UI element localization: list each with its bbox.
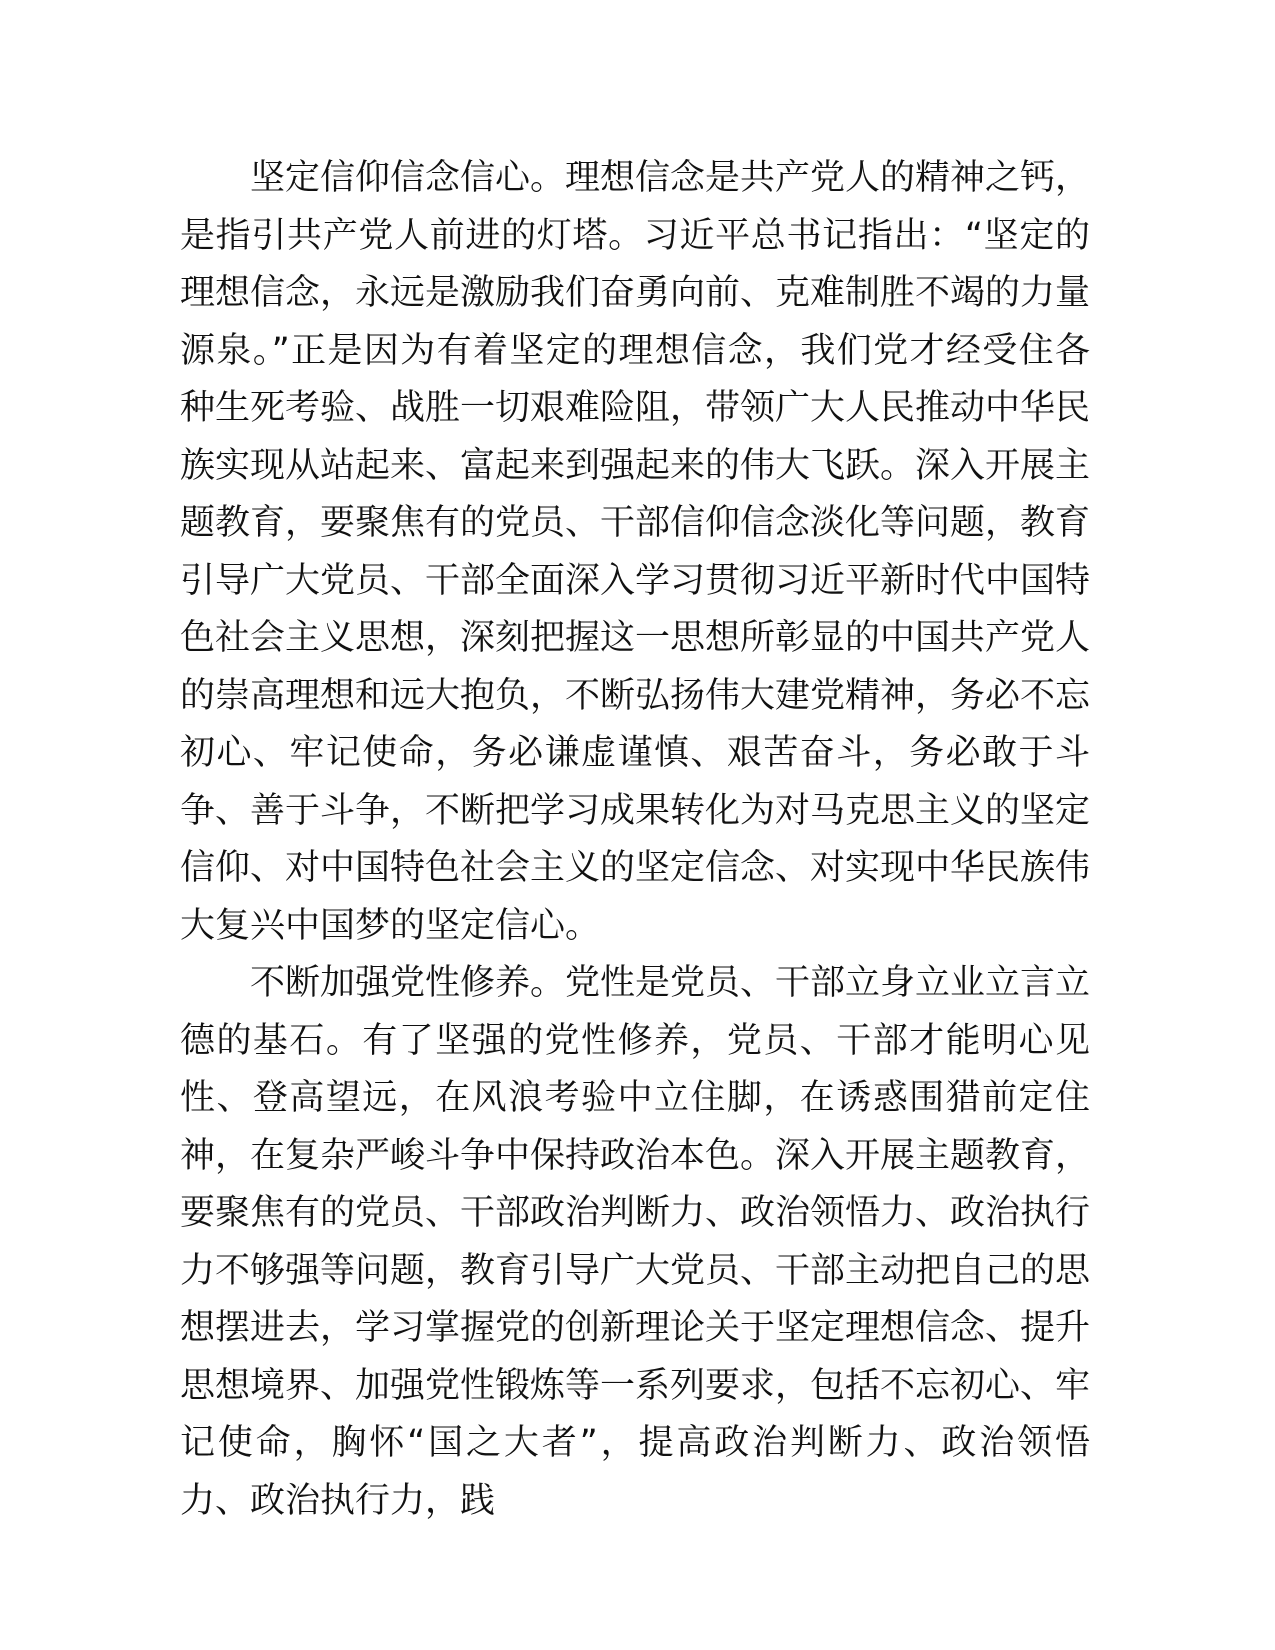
paragraph-faith-belief: 坚定信仰信念信心。理想信念是共产党人的精神之钙，是指引共产党人前进的灯塔。习近平总书记指出：“坚定的理想信念，永远是激励我们奋勇向前、克难制胜不竭的力量源泉。”正是因为有着坚定的理想信念，我们党才经受住各种生死考验、战胜一切艰难险阻，带领广大人民推动中华民族实现从站起来、富起来到强起来的伟大飞跃。深入开展主题教育，要聚焦有的党员、干部信仰信念淡化等问题，教育引导广大党员、干部全面深入学习贯彻习近平新时代中国特色社会主义思想，深刻把握这一思想所彰显的中国共产党人的崇高理想和远大抱负，不断弘扬伟大建党精神，务必不忘初心、牢记使命，务必谦虚谨慎、艰苦奋斗，务必敢于斗争、善于斗争，不断把学习成果转化为对马克思主义的坚定信仰、对中国特色社会主义的坚定信念、对实现中华民族伟大复兴中国梦的坚定信心。 bbox=[180, 158, 1091, 946]
paragraph-party-spirit: 不断加强党性修养。党性是党员、干部立身立业立言立德的基石。有了坚强的党性修养，党员、干部才能明心见性、登高望远，在风浪考验中立住脚，在诱惑围猎前定住神，在复杂严峻斗争中保持政治本色。深入开展主题教育，要聚焦有的党员、干部政治判断力、政治领悟力、政治执行力不够强等问题，教育引导广大党员、干部主动把自己的思想摆进去，学习掌握党的创新理论关于坚定理想信念、提升思想境界、加强党性锻炼等一系列要求，包括不忘初心、牢记使命，胸怀“国之大者”，提高政治判断力、政治领悟力、政治执行力，践 bbox=[180, 963, 1091, 1521]
document-page bbox=[180, 150, 1090, 1530]
